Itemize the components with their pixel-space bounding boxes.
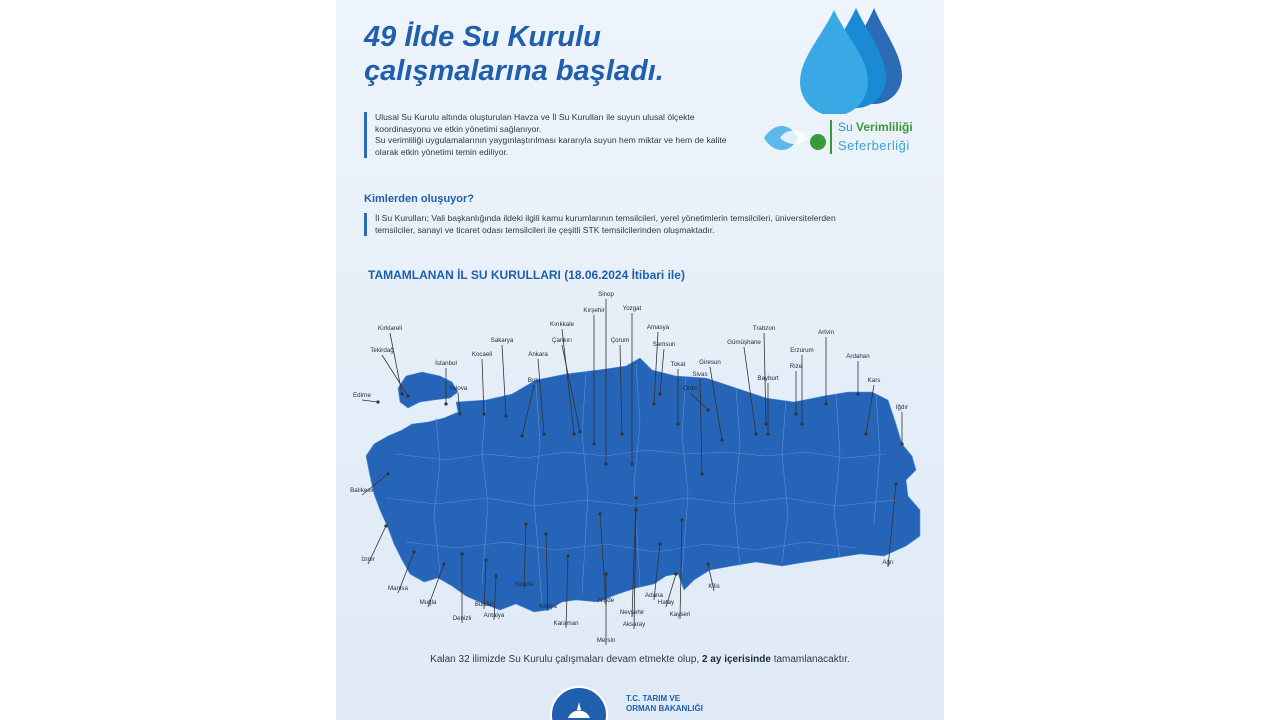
water-drops-logo	[776, 4, 906, 114]
leader-line-edirne	[362, 400, 378, 402]
note-text-after: tamamlanacaktır.	[773, 654, 850, 665]
province-marker-i-zmir	[384, 524, 387, 527]
province-marker-sivas	[700, 472, 703, 475]
province-marker-edirne	[376, 400, 379, 403]
province-label-giresun: Giresun	[699, 359, 721, 366]
province-marker-yalova	[458, 412, 461, 415]
title-line-2: çalışmalarına başladı.	[364, 55, 664, 87]
turkey-province-map	[336, 284, 944, 654]
province-marker-bayburt	[766, 432, 769, 435]
province-label-karaman: Karaman	[553, 620, 579, 627]
province-marker-mersin	[604, 572, 607, 575]
province-label-çorum: Çorum	[610, 337, 630, 344]
logo-divider	[830, 120, 832, 154]
intro-text-1: Ulusal Su Kurulu altında oluşturulan Havza ve İl Su Kurulları ile suyun ulusal ölçekte koordinasyonu ve etkin yönetimi sağlanıyor.	[375, 112, 695, 134]
campaign-name-line-2: Seferberliği	[838, 138, 910, 153]
province-marker-niğde	[598, 512, 601, 515]
province-label-tokat: Tokat	[670, 361, 686, 368]
province-marker-iğdır	[900, 442, 903, 445]
campaign-name-line-1	[838, 120, 913, 134]
ministry-name-line-1: T.C. TARIM VE	[626, 694, 681, 703]
province-marker-manisa	[412, 550, 415, 553]
province-label-ankara: Ankara	[528, 351, 548, 358]
intro-text-2: Su verimliliği uygulamalarının yaygınlaştırılması kararıyla suyun hem miktar ve hem de kalite olarak etkin yönetimi temin ediliyor.	[375, 135, 727, 157]
province-label-kilis: Kilis	[708, 583, 720, 590]
province-label-burdur: Burdur	[474, 601, 494, 608]
province-marker-kilis	[706, 562, 709, 565]
province-label-sakarya: Sakarya	[490, 337, 514, 344]
province-marker-i-stanbul	[444, 402, 447, 405]
province-marker-amasya	[652, 402, 655, 405]
province-marker-giresun	[720, 438, 723, 441]
province-label-tekirdağ: Tekirdağ	[370, 347, 394, 354]
ministry-emblem-icon	[550, 686, 608, 720]
ministry-footer	[546, 684, 766, 720]
province-marker-kars	[864, 432, 867, 435]
province-marker-isparta	[524, 522, 527, 525]
province-marker-rize	[794, 412, 797, 415]
province-label-aksaray: Aksaray	[622, 621, 646, 628]
province-marker-kayseri	[680, 518, 683, 521]
province-label-i-stanbul: İstanbul	[435, 360, 457, 367]
province-label-bolu: Bolu	[527, 377, 541, 384]
province-marker-kocaeli	[482, 412, 485, 415]
province-marker-ankara	[542, 432, 545, 435]
title-line-1: 49 İlde Su Kurulu	[364, 21, 601, 53]
province-marker-kırşehir	[592, 442, 595, 445]
leader-line-tekirdağ	[382, 355, 408, 396]
province-label-erzurum: Erzurum	[790, 347, 814, 354]
droplet-wave-icon	[760, 116, 830, 160]
province-label-amasya: Amasya	[646, 324, 670, 331]
province-marker-kırıkkale	[572, 432, 575, 435]
province-marker-karaman	[566, 554, 569, 557]
province-label-kayseri: Kayseri	[669, 611, 691, 618]
province-label-denizli: Denizli	[452, 615, 472, 622]
map-heading: TAMAMLANAN İL SU KURULLARI (18.06.2024 İtibari ile)	[368, 268, 685, 282]
province-label-manisa: Manisa	[388, 585, 408, 592]
province-label-samsun: Samsun	[652, 341, 676, 348]
infographic-poster	[336, 0, 944, 720]
ministry-name	[626, 694, 703, 714]
province-marker-sinop	[604, 462, 607, 465]
province-marker-sakarya	[504, 414, 507, 417]
province-label-iğdır: Iğdır	[895, 404, 909, 411]
province-label-yalova: Yalova	[448, 385, 468, 392]
province-label-kocaeli: Kocaeli	[471, 351, 493, 358]
province-label-kars: Kars	[867, 377, 881, 384]
campaign-word-1: Su	[838, 120, 853, 134]
province-label-kırşehir: Kırşehir	[583, 307, 605, 314]
province-marker-konya	[544, 532, 547, 535]
province-marker-gümüşhane	[754, 432, 757, 435]
province-marker-ağrı	[894, 482, 897, 485]
province-marker-erzurum	[800, 422, 803, 425]
who-text: İl Su Kurulları; Vali başkanlığında ildeki ilgili kamu kurumlarının temsilcileri, yerel yönetimlerin temsilcileri, üniversitelerden temsilciler, sanayi ve ticaret odası temsilcileri ile çeşitli STK temsilcilerinden oluşmaktadır.	[375, 213, 836, 235]
province-label-artvin: Artvin	[818, 329, 834, 336]
note-text-bold: 2 ay içerisinde	[701, 654, 771, 665]
leader-line-kırklareli	[390, 333, 402, 394]
su-verimliligi-logo	[760, 116, 940, 160]
province-label-isparta: Isparta	[514, 581, 534, 588]
page-title	[364, 20, 744, 88]
province-label-muğla: Muğla	[419, 599, 437, 606]
province-label-edirne: Edirne	[353, 392, 371, 399]
province-label-adana: Adana	[645, 592, 663, 599]
province-marker-antalya	[494, 574, 497, 577]
province-label-ağrı: Ağrı	[882, 559, 894, 566]
ministry-name-line-2: ORMAN BAKANLIĞI	[626, 704, 703, 713]
province-label-nevşehir: Nevşehir	[619, 609, 645, 616]
province-marker-samsun	[658, 392, 661, 395]
province-label-ardahan: Ardahan	[846, 353, 870, 360]
province-label-ordu: Ordu	[683, 385, 697, 392]
province-marker-hatay	[674, 572, 677, 575]
province-marker-trabzon	[764, 422, 767, 425]
province-marker-kırklareli	[400, 392, 403, 395]
province-label-yozgat: Yozgat	[622, 305, 642, 312]
province-label-bayburt: Bayburt	[757, 375, 779, 382]
province-label-niğde: Niğde	[597, 597, 615, 604]
province-marker-çankırı	[578, 430, 581, 433]
province-marker-yozgat	[630, 462, 633, 465]
province-marker-balıkesir	[386, 472, 389, 475]
province-label-i-zmir: İzmir	[361, 556, 375, 563]
province-label-kırıkkale: Kırıkkale	[549, 321, 575, 328]
province-marker-tekirdağ	[406, 394, 409, 397]
province-label-antalya: Antalya	[483, 612, 505, 619]
province-label-konya: Konya	[539, 603, 557, 610]
province-marker-nevşehir	[634, 496, 637, 499]
province-label-hatay: Hatay	[657, 599, 675, 606]
province-marker-burdur	[484, 558, 487, 561]
province-label-gümüşhane: Gümüşhane	[727, 339, 761, 346]
province-marker-adana	[658, 542, 661, 545]
province-label-kırklareli: Kırklareli	[377, 325, 403, 332]
province-label-balıkesir: Balıkesir	[350, 487, 374, 494]
province-label-rize: Rize	[789, 363, 803, 370]
province-marker-çorum	[620, 432, 623, 435]
who-heading: Kimlerden oluşuyor?	[364, 193, 475, 205]
note-text-before: Kalan 32 ilimizde Su Kurulu çalışmaları devam etmekte olup,	[430, 654, 700, 665]
province-marker-artvin	[824, 402, 827, 405]
province-marker-ardahan	[856, 392, 859, 395]
province-marker-ordu	[706, 408, 709, 411]
province-marker-bolu	[520, 434, 523, 437]
who-paragraph	[364, 213, 875, 236]
province-marker-denizli	[460, 552, 463, 555]
province-label-çankırı: Çankırı	[552, 337, 572, 344]
province-marker-muğla	[442, 562, 445, 565]
province-label-sivas: Sivas	[692, 371, 708, 378]
campaign-word-2: Verimliliği	[856, 120, 913, 134]
intro-paragraph	[364, 112, 735, 158]
province-label-sinop: Sinop	[598, 291, 614, 298]
province-label-mersin: Mersin	[596, 637, 616, 644]
province-marker-tokat	[676, 422, 679, 425]
remaining-note	[336, 654, 944, 665]
province-label-trabzon: Trabzon	[752, 325, 776, 332]
